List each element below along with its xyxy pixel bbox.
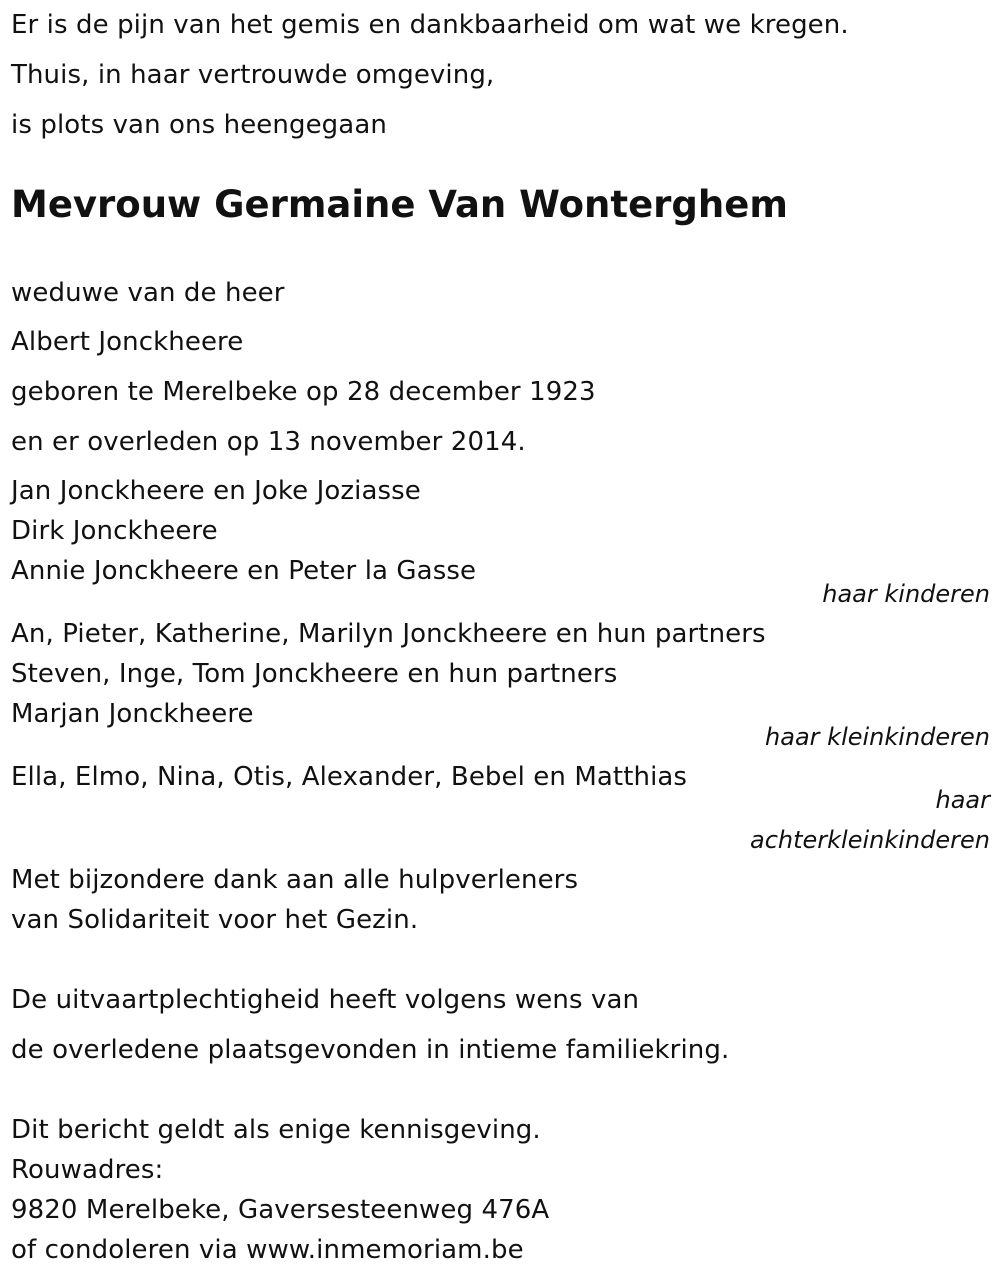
deceased-name: Mevrouw Germaine Van Wonterghem [11,183,788,226]
grandchild-name: Marjan Jonckheere [11,699,254,729]
intro-line-3: is plots van ons heengegaan [11,110,387,140]
address-label: Rouwadres: [11,1155,164,1185]
great-grandchild-names: Ella, Elmo, Nina, Otis, Alexander, Bebel en Matthias [11,762,688,792]
great-grandchildren-role-label-1: haar [935,786,990,814]
grandchild-name: Steven, Inge, Tom Jonckheere en hun partners [11,659,618,689]
ceremony-line-2: de overledene plaatsgevonden in intieme familiekring. [11,1035,730,1065]
condolence-line: of condoleren via www.inmemoriam.be [11,1235,524,1265]
address-line: 9820 Merelbeke, Gaversesteenweg 476A [11,1195,550,1225]
grandchildren-role-label: haar kleinkinderen [765,723,990,751]
notice-line: Dit bericht geldt als enige kennisgeving. [11,1115,541,1145]
intro-line-2: Thuis, in haar vertrouwde omgeving, [11,60,495,90]
great-grandchildren-role-label-2: achterkleinkinderen [750,826,990,854]
thanks-line-2: van Solidariteit voor het Gezin. [11,905,419,935]
children-role-label: haar kinderen [822,580,990,608]
child-name: Dirk Jonckheere [11,516,218,546]
child-name: Jan Jonckheere en Joke Joziasse [11,476,421,506]
birth-line: geboren te Merelbeke op 28 december 1923 [11,377,596,407]
death-line: en er overleden op 13 november 2014. [11,427,526,457]
widow-of-line: weduwe van de heer [11,278,285,308]
ceremony-line-1: De uitvaartplechtigheid heeft volgens wens van [11,985,640,1015]
intro-line-1: Er is de pijn van het gemis en dankbaarheid om wat we kregen. [11,10,849,40]
thanks-line-1: Met bijzondere dank aan alle hulpverleners [11,865,579,895]
spouse-name: Albert Jonckheere [11,327,244,357]
child-name: Annie Jonckheere en Peter la Gasse [11,556,477,586]
grandchild-name: An, Pieter, Katherine, Marilyn Jonckheere en hun partners [11,619,766,649]
